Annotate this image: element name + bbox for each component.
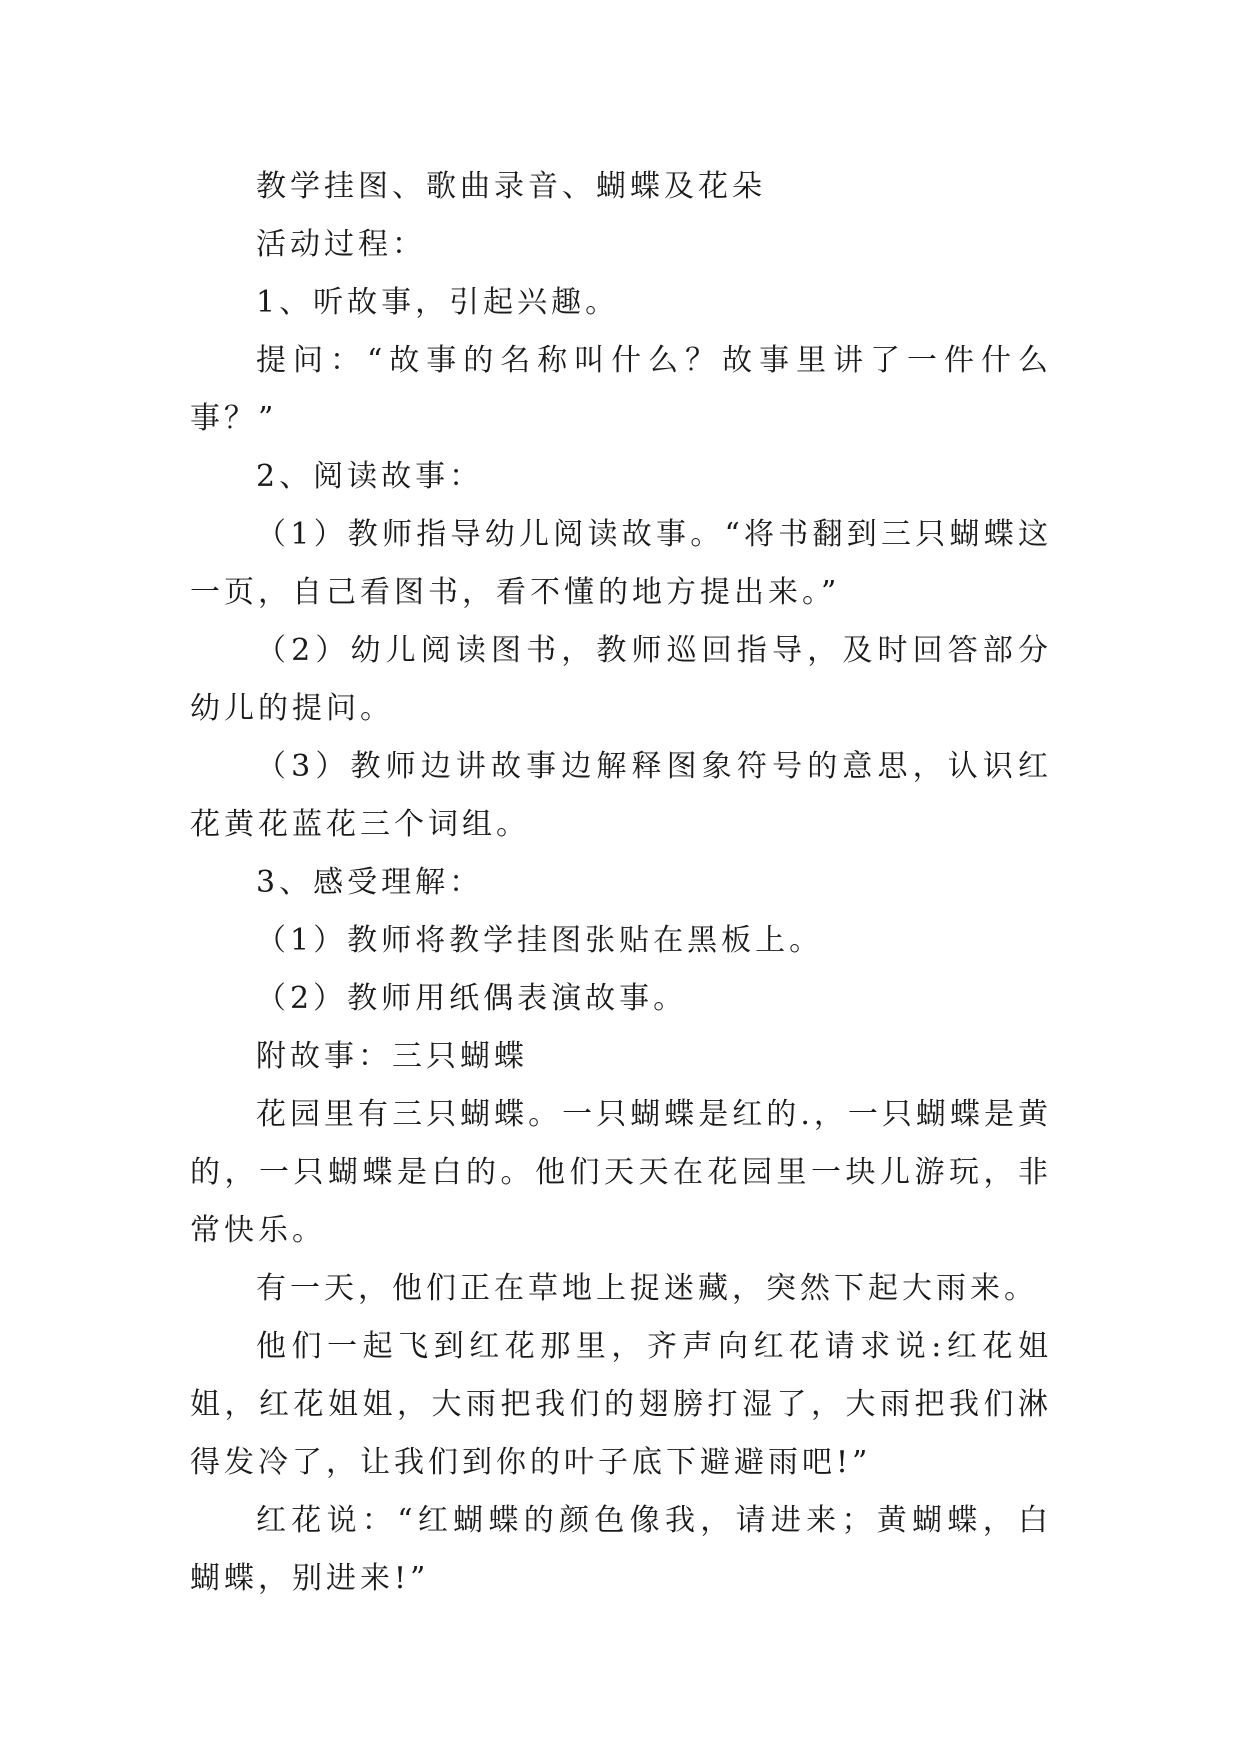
- step-3-item-2: （2）教师用纸偶表演故事。: [256, 981, 688, 1016]
- materials-line: 教学挂图、歌曲录音、蝴蝶及花朵: [256, 169, 766, 204]
- story-title: 附故事：三只蝴蝶: [256, 1039, 528, 1074]
- section-heading-process: 活动过程：: [256, 227, 426, 262]
- story-paragraph: 他们一起飞到红花那里，齐声向红花请求说:红花姐姐，红花姐姐，大雨把我们的翅膀打湿了，大雨把我们淋得发冷了，让我们到你的叶子底下避避雨吧!”: [190, 1329, 1052, 1480]
- question-paragraph: 提问：“故事的名称叫什么？故事里讲了一件什么事？”: [190, 343, 1052, 436]
- step-2-heading: 2、阅读故事：: [256, 459, 484, 494]
- step-1-heading: 1、听故事，引起兴趣。: [256, 285, 620, 320]
- story-paragraph: 有一天，他们正在草地上捉迷藏，突然下起大雨来。: [256, 1271, 1038, 1306]
- story-paragraph: 花园里有三只蝴蝶。一只蝴蝶是红的.，一只蝴蝶是黄的，一只蝴蝶是白的。他们天天在花园里一块儿游玩，非常快乐。: [190, 1097, 1052, 1248]
- step-3-heading: 3、感受理解：: [256, 865, 484, 900]
- step-2-item-3: （3）教师边讲故事边解释图象符号的意思，认识红花黄花蓝花三个词组。: [190, 749, 1052, 842]
- document-body: [190, 158, 1052, 1608]
- step-2-item-2: （2）幼儿阅读图书，教师巡回指导，及时回答部分幼儿的提问。: [190, 633, 1052, 726]
- step-3-item-1: （1）教师将教学挂图张贴在黑板上。: [256, 923, 824, 958]
- story-paragraph: 红花说：“红蝴蝶的颜色像我，请进来；黄蝴蝶，白蝴蝶，别进来!”: [190, 1503, 1052, 1596]
- step-2-item-1: （1）教师指导幼儿阅读故事。“将书翻到三只蝴蝶这一页，自己看图书，看不懂的地方提出来。”: [190, 517, 1052, 610]
